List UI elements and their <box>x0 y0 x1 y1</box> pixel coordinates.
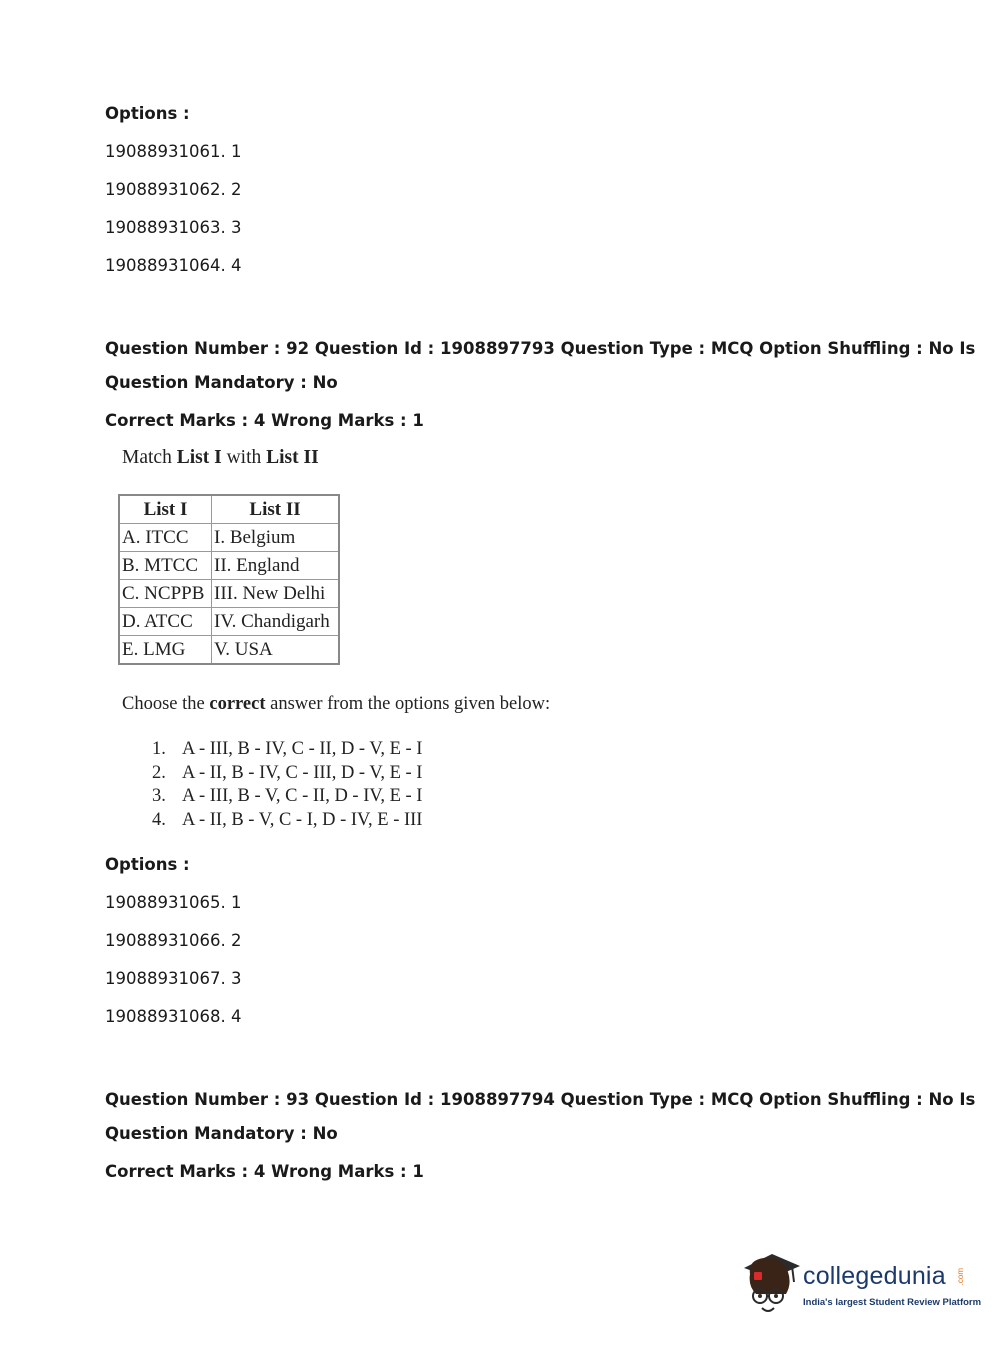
table-cell: II. England <box>212 552 340 580</box>
answer-text: A - II, B - IV, C - III, D - V, E - I <box>182 762 423 783</box>
instruction-text: answer from the options given below: <box>265 694 551 714</box>
table-row <box>119 608 339 636</box>
answer-text: A - III, B - V, C - II, D - IV, E - I <box>182 786 423 806</box>
table-cell: I. Belgium <box>212 524 340 552</box>
option-item: 19088931065. 1 <box>105 893 242 912</box>
logo-mascot-icon <box>742 1250 802 1316</box>
instruction-bold: correct <box>209 694 266 714</box>
table-cell: III. New Delhi <box>212 580 340 608</box>
option-item: 19088931063. 3 <box>105 218 242 237</box>
answer-number: 2. <box>152 762 166 783</box>
question-mandatory: Question Mandatory : No <box>105 1124 338 1143</box>
option-item: 19088931068. 4 <box>105 1007 242 1026</box>
answer-list <box>152 738 422 832</box>
option-item: 19088931066. 2 <box>105 931 242 950</box>
instruction-text: Match <box>122 447 177 468</box>
instruction-text: Choose the <box>122 694 210 714</box>
option-item: 19088931061. 1 <box>105 142 242 161</box>
option-item: 19088931062. 2 <box>105 180 242 199</box>
table-row <box>119 524 339 552</box>
answer-item <box>152 809 422 833</box>
logo-suffix: .com <box>956 1268 965 1286</box>
table-header: List II <box>212 495 340 524</box>
table-cell: IV. Chandigarh <box>212 608 340 636</box>
table-cell: C. NCPPB <box>119 580 212 608</box>
answer-number: 3. <box>152 786 166 806</box>
question-marks: Correct Marks : 4 Wrong Marks : 1 <box>105 1162 424 1181</box>
table-row <box>119 552 339 580</box>
table-cell: E. LMG <box>119 636 212 665</box>
table-header-row <box>119 495 339 524</box>
logo-name: collegedunia <box>803 1262 946 1290</box>
answer-number: 1. <box>152 739 166 759</box>
match-table <box>118 494 340 665</box>
options-label: Options : <box>105 104 190 123</box>
question-marks: Correct Marks : 4 Wrong Marks : 1 <box>105 411 424 430</box>
table-row <box>119 636 339 665</box>
question-header: Question Number : 92 Question Id : 1908897793 Question Type : MCQ Option Shuffling : No Is <box>105 339 976 358</box>
question-instruction <box>122 447 319 469</box>
instruction-bold: List I <box>176 447 222 468</box>
question-header: Question Number : 93 Question Id : 1908897794 Question Type : MCQ Option Shuffling : No Is <box>105 1090 976 1109</box>
table-cell: D. ATCC <box>119 608 212 636</box>
answer-item <box>152 738 422 762</box>
table-header: List I <box>119 495 212 524</box>
answer-item <box>152 762 422 786</box>
table-row <box>119 580 339 608</box>
answer-text: A - II, B - V, C - I, D - IV, E - III <box>182 809 423 830</box>
options-label: Options : <box>105 855 190 874</box>
instruction-text: with <box>221 447 267 468</box>
answer-item <box>152 785 422 809</box>
answer-number: 4. <box>152 809 166 830</box>
table-cell: A. ITCC <box>119 524 212 552</box>
table-cell: B. MTCC <box>119 552 212 580</box>
option-item: 19088931064. 4 <box>105 256 242 275</box>
table-cell: V. USA <box>212 636 340 665</box>
question-mandatory: Question Mandatory : No <box>105 373 338 392</box>
option-item: 19088931067. 3 <box>105 969 242 988</box>
logo-tagline: India's largest Student Review Platform <box>803 1297 982 1308</box>
answer-text: A - III, B - IV, C - II, D - V, E - I <box>182 739 423 759</box>
choose-instruction <box>122 694 550 715</box>
instruction-bold: List II <box>266 447 319 468</box>
